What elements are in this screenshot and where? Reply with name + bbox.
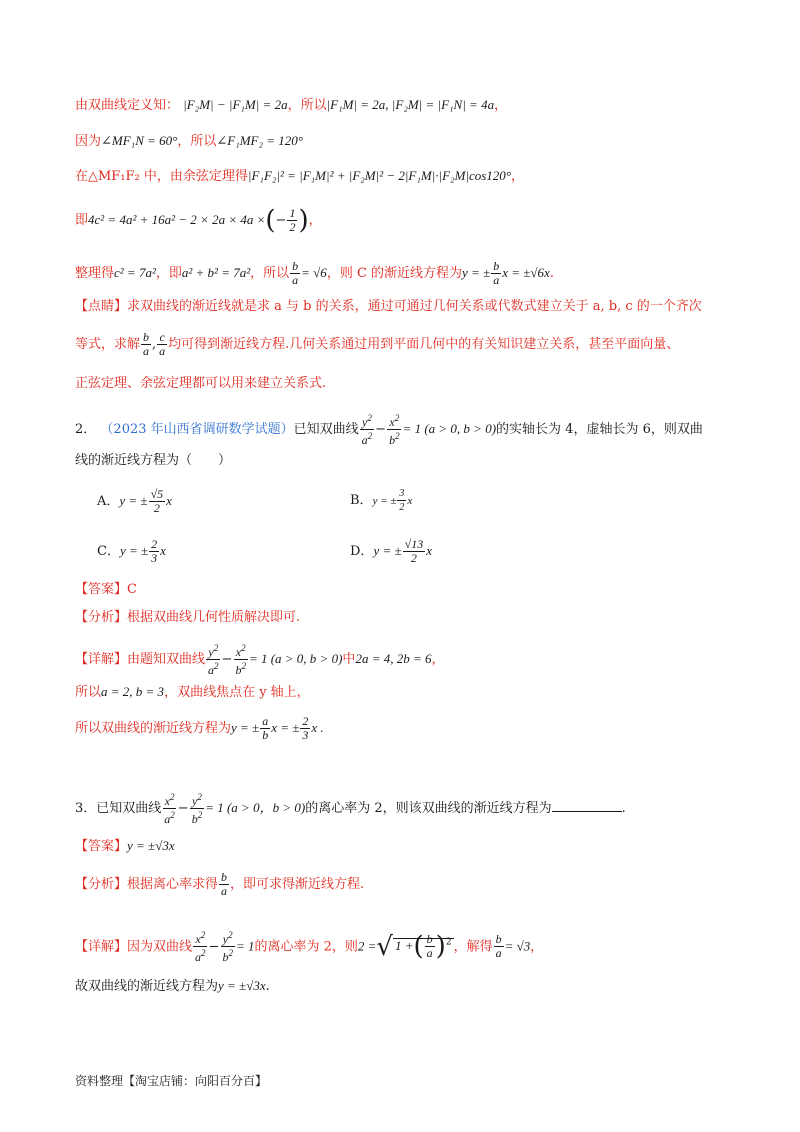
fraction: $\frac{3}{2}$ (399, 488, 405, 513)
q3-final: 故双曲线的渐近线方程为y = ±√3x. (75, 978, 270, 994)
prev-line-5: 整理得c² = 7a²，即a² + b² = 7a²，所以 $\frac{b}{a}$ = √6，则 C 的渐近线方程为y = ± $\frac{b}{a}$ x = ±√6x. (75, 259, 554, 287)
prev-line-2: 因为∠MF₁N = 60°，所以∠F₁MF₂ = 120° (75, 133, 303, 149)
fraction: $\frac{y^2}{b^2}$ (191, 792, 203, 826)
fraction: $\frac{b}{a}$ (143, 330, 150, 358)
q2-detail-line-3: 所以双曲线的渐近线方程为y = ± $\frac{a}{b}$ x = ± $\frac{2}{3}$ x . (75, 714, 324, 742)
q2-stem-line-2: 线的渐近线方程为（ ） (75, 453, 232, 468)
prev-line-4: 即4c² = 4a² + 16a² − 2 × 2a × 4a ×(− $\frac{1}{2}$ )， (75, 205, 322, 236)
fraction: $\frac{2}{3}$ (151, 537, 158, 565)
answer-blank[interactable] (552, 797, 622, 812)
q2-option-d[interactable]: D．y = ± $\frac{√13}{2}$ x (350, 537, 432, 565)
fraction: $\frac{2}{3}$ (302, 714, 309, 742)
q2-stem-line-1: 2． （2023 年山西省调研数学试题）已知双曲线 $\frac{y^2}{a^2}$ − $\frac{x^2}{b^2}$ = 1 (a > 0, b > 0)的实轴长为 4，虚轴长为 6，则双曲 (75, 413, 703, 447)
q2-answer: 【答案】C (75, 582, 137, 597)
fraction: $\frac{b}{a}$ (493, 259, 500, 287)
fraction: $\frac{√5}{2}$ (150, 487, 164, 515)
q2-detail-line-2: 所以a = 2, b = 3，双曲线焦点在 y 轴上， (75, 684, 310, 700)
q2-option-a[interactable]: A．y = ± $\frac{√5}{2}$ x (97, 487, 172, 515)
page-footer: 资料整理【淘宝店铺：向阳百分百】 (75, 1074, 268, 1088)
fraction: $\frac{x^2}{b^2}$ (389, 413, 400, 447)
fraction: $\frac{x^2}{a^2}$ (195, 930, 206, 965)
fraction: $\frac{1}{2}$ (289, 206, 296, 234)
dianjing-line-1: 【点睛】求双曲线的渐近线就是求 a 与 b 的关系，通过可通过几何关系或代数式建立关于 a, b, c 的一个齐次 (75, 299, 702, 314)
fraction: $\frac{√13}{2}$ (404, 537, 424, 565)
fraction: $\frac{x^2}{a^2}$ (164, 792, 175, 826)
fraction: $\frac{y^2}{a^2}$ (361, 413, 373, 447)
q2-detail-line-1: 【详解】由题知双曲线 $\frac{y^2}{a^2}$ − $\frac{x^2}{b^2}$ = 1 (a > 0, b > 0)中2a = 4, 2b = 6， (75, 643, 445, 677)
sqrt-radicand: 1 +( $\frac{b}{a}$ )$^2$ (394, 931, 452, 962)
sqrt-sign: √ (376, 931, 393, 962)
fraction: $\frac{b}{a}$ (495, 932, 502, 961)
q2-option-b[interactable]: B．y = ± $\frac{3}{2}$ x (350, 488, 413, 513)
fraction: $\frac{b}{a}$ (221, 870, 228, 898)
fraction: $\frac{b}{a}$ (426, 932, 433, 961)
fraction: $\frac{y^2}{a^2}$ (208, 643, 219, 677)
q3-answer: 【答案】y = ±√3x (75, 838, 175, 854)
fraction: $\frac{y^2}{b^2}$ (222, 930, 233, 965)
fraction: $\frac{a}{b}$ (262, 714, 269, 742)
fraction: $\frac{x^2}{b^2}$ (235, 643, 246, 677)
q2-analysis: 【分析】根据双曲线几何性质解决即可. (75, 610, 301, 625)
q3-stem: 3．已知双曲线 $\frac{x^2}{a^2}$ − $\frac{y^2}{b^2}$ = 1 (a > 0，b > 0)的离心率为 2，则该双曲线的渐近线方程为 . (75, 792, 626, 826)
q3-analysis: 【分析】根据离心率求得 $\frac{b}{a}$ ，即可求得渐近线方程. (75, 870, 365, 898)
dianjing-line-2: 等式，求解 $\frac{b}{a}$ , $\frac{c}{a}$ 均可得到渐近线方程.几何关系通过用到平面几何中的有关知识建立关系，甚至平面向量、 (75, 330, 680, 358)
dianjing-line-3: 正弦定理、余弦定理都可以用来建立关系式. (75, 376, 327, 391)
q2-option-c[interactable]: C．y = ± $\frac{2}{3}$ x (97, 537, 166, 565)
prev-line-3: 在△MF₁F₂ 中，由余弦定理得|F₁F₂|² = |F₁M|² + |F₂M|² − 2|F₁M|·|F₂M|cos120°， (75, 168, 525, 184)
fraction: $\frac{c}{a}$ (159, 330, 166, 358)
q3-detail: 【详解】因为双曲线 $\frac{x^2}{a^2}$ − $\frac{y^2}{b^2}$ = 1的离心率为 2，则2 =√ 1 +( $\frac{b}{a}$ )$^2$ ，解得 $\frac{b}{a}$ = √3， (75, 930, 544, 965)
fraction: $\frac{b}{a}$ (292, 259, 299, 287)
prev-line-1: 由双曲线定义知： |F₂M| − |F₁M| = 2a，所以|F₁M| = 2a, |F₂M| = |F₁N| = 4a， (75, 97, 508, 113)
